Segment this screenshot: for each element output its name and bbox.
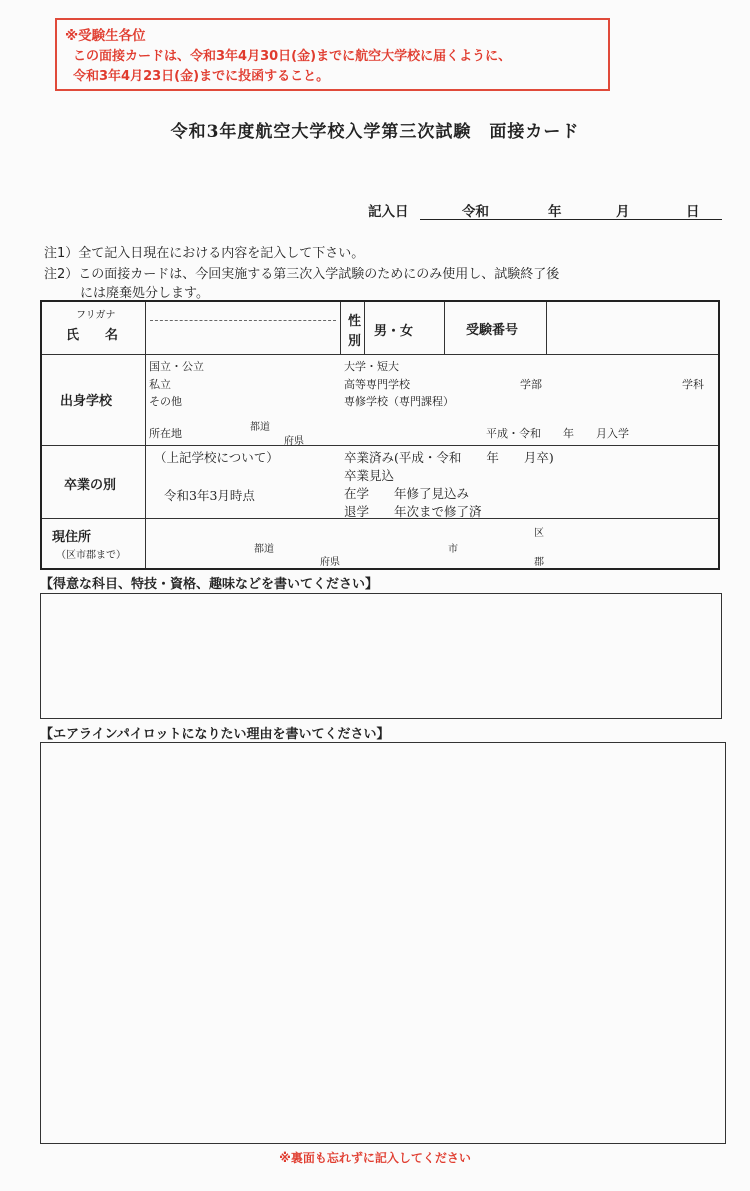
- entry-date-label: 記入日: [368, 204, 409, 220]
- school-location: 所在地: [149, 427, 182, 440]
- reason-box[interactable]: [40, 742, 726, 1144]
- furigana-line: [150, 320, 336, 321]
- col-divider: [444, 302, 445, 354]
- strengths-heading: 【得意な科目、特技・資格、趣味などを書いてください】: [40, 577, 379, 592]
- col-divider: [364, 302, 365, 354]
- entry-date-month: 月: [616, 204, 630, 220]
- reason-heading: 【エアラインパイロットになりたい理由を書いてください】: [40, 727, 390, 742]
- address-city: 市: [448, 544, 458, 555]
- address-label: 現住所: [52, 530, 92, 545]
- row-divider: [42, 445, 718, 446]
- school-vocational: 専修学校（専門課程）: [344, 395, 454, 408]
- graduation-label: 卒業の別: [64, 478, 117, 493]
- exam-number-label: 受験番号: [466, 323, 519, 338]
- school-technical: 高等専門学校: [344, 378, 410, 391]
- school-national: 国立・公立: [149, 360, 204, 373]
- address-gun: 郡: [534, 557, 544, 568]
- graduation-expected: 卒業見込: [344, 468, 395, 483]
- furigana-label: フリガナ: [76, 310, 116, 321]
- entry-date-line: [420, 219, 722, 220]
- page-title: 令和3年度航空大学校入学第三次試験 面接カード: [170, 122, 580, 142]
- notice-line-2: 令和3年4月23日(金)までに投函すること。: [73, 69, 330, 84]
- strengths-box[interactable]: [40, 593, 722, 719]
- address-ku: 区: [534, 528, 544, 539]
- gender-label-1: 性: [348, 314, 362, 329]
- info-table: [40, 300, 720, 570]
- notice-box: [55, 18, 610, 91]
- graduation-withdrawn: 退学 年次まで修了済: [344, 504, 482, 519]
- note-2: 注2）この面接カードは、今回実施する第三次入学試験のためにのみ使用し、試験終了後: [44, 267, 560, 282]
- graduation-as-of: 令和3年3月時点: [164, 488, 255, 503]
- school-faculty: 学部: [520, 378, 542, 391]
- address-sub: （区市郡まで）: [56, 550, 126, 561]
- note-2-cont: には廃棄処分します。: [80, 286, 209, 301]
- footer-reminder: ※裏面も忘れずに記入してください: [279, 1151, 471, 1165]
- graduation-about: （上記学校について）: [154, 450, 279, 465]
- col-divider: [340, 302, 341, 354]
- note-1: 注1）全て記入日現在における内容を記入して下さい。: [44, 246, 365, 261]
- graduation-enrolled: 在学 年修了見込み: [344, 486, 470, 501]
- gender-options: 男・女: [374, 324, 414, 339]
- entry-date-era: 令和: [462, 204, 489, 220]
- entry-date-day: 日: [686, 204, 700, 220]
- notice-line-1: この面接カードは、令和3年4月30日(金)までに航空大学校に届くように、: [73, 49, 512, 64]
- school-fuken: 府県: [284, 436, 304, 447]
- entry-date-year: 年: [548, 204, 562, 220]
- graduation-graduated: 卒業済み(平成・令和 年 月卒): [344, 450, 554, 465]
- school-label: 出身学校: [60, 394, 113, 409]
- name-label: 氏 名: [66, 328, 119, 343]
- col-divider: [145, 302, 146, 568]
- school-private: 私立: [149, 378, 171, 391]
- school-todo: 都道: [250, 422, 270, 433]
- school-department: 学科: [682, 378, 704, 391]
- row-divider: [42, 354, 718, 355]
- notice-heading: ※受験生各位: [65, 28, 146, 44]
- school-univ: 大学・短大: [344, 360, 399, 373]
- school-other: その他: [149, 395, 182, 408]
- address-todo: 都道: [254, 544, 274, 555]
- school-admission: 平成・令和 年 月入学: [486, 427, 629, 440]
- col-divider: [546, 302, 547, 354]
- gender-label-2: 別: [348, 334, 362, 349]
- address-fuken: 府県: [320, 557, 340, 568]
